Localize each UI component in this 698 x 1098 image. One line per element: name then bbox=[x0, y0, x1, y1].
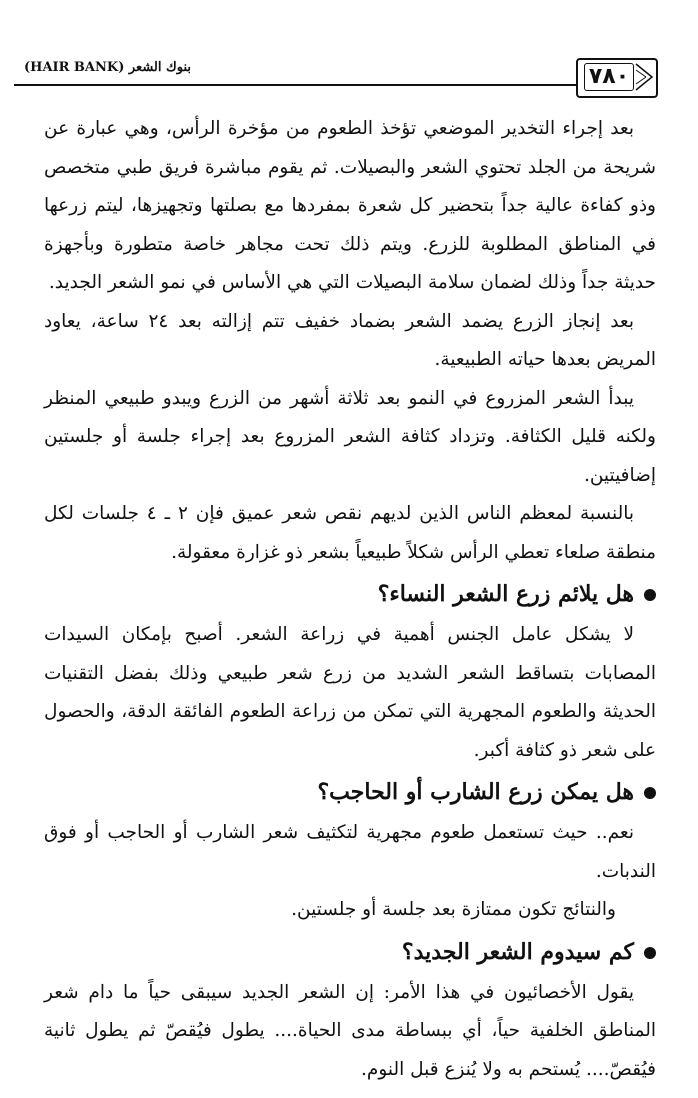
paragraph: بالنسبة لمعظم الناس الذين لديهم نقص شعر عميق فإن ٢ ـ ٤ جلسات لكل منطقة صلعاء تعطي الرأس شكلاً طبيعياً بشعر ذو غزارة معقولة. bbox=[44, 503, 656, 563]
page-corner-ornament bbox=[634, 62, 654, 92]
paragraph: والنتائج تكون ممتازة بعد جلسة أو جلستين. bbox=[291, 899, 616, 920]
page-number: ٧٨٠ bbox=[584, 63, 634, 91]
question-text: كم سيدوم الشعر الجديد؟ bbox=[401, 938, 634, 965]
question-text: هل يلائم زرع الشعر النساء؟ bbox=[377, 581, 634, 607]
paragraph: بعد إجراء التخدير الموضعي تؤخذ الطعوم من مؤخرة الرأس، وهي عبارة عن شريحة من الجلد تحتوي الشعر والبصيلات. ثم يقوم مباشرة فريق طبي متخصص وذو كفاءة عالية جداً بتحضير كل شعرة بمفردها مع بصلتها وتجهيزها، ليتم زرعها في المناطق المطلوبة للزرع. ويتم ذلك تحت مجاهر خاصة متطورة وبأجهزة حديثة جداً وذلك لضمان سلامة البصيلات التي هي الأساس في نمو الشعر الجديد. bbox=[44, 118, 656, 293]
question-heading bbox=[44, 930, 656, 974]
page-number-box bbox=[576, 58, 658, 98]
page-header bbox=[14, 40, 664, 102]
paragraph: لا يشكل عامل الجنس أهمية في زراعة الشعر. أصبح بإمكان السيدات المصابات بتساقط الشعر الشديد من زرع شعر طبيعي وذلك بفضل التقنيات الحديثة والطعوم المجهرية التي تمكن من زراعة الطعوم الفائقة الدقة، والحصول على شعر ذو كثافة أكبر. bbox=[44, 624, 656, 761]
question-text: هل يمكن زرع الشارب أو الحاجب؟ bbox=[317, 779, 634, 805]
header-rule bbox=[14, 84, 576, 86]
paragraph: يقول الأخصائيون في هذا الأمر: إن الشعر الجديد سيبقى حياً ما دام شعر المناطق الخلفية حياً، أي ببساطة مدى الحياة.... يطول فيُقصّ ثم يطول ثانية فيُقصّ.... يُستحم به ولا يُنزع قبل النوم. bbox=[44, 981, 656, 1080]
question-heading bbox=[44, 770, 656, 814]
bullet-icon bbox=[644, 787, 656, 799]
running-head: بنوك الشعر (HAIR BANK) bbox=[24, 60, 191, 75]
paragraph: يبدأ الشعر المزروع في النمو بعد ثلاثة أشهر من الزرع ويبدو طبيعي المنظر ولكنه قليل الكثافة. وتزداد كثافة الشعر المزروع بعد إجراء جلسة أو جلستين إضافيتين. bbox=[44, 387, 656, 486]
bullet-icon bbox=[644, 589, 656, 601]
paragraph: نعم.. حيث تستعمل طعوم مجهرية لتكثيف شعر الشارب أو الحاجب أو فوق الندبات. bbox=[44, 822, 656, 882]
paragraph: بعد إنجاز الزرع يضمد الشعر بضماد خفيف تتم إزالته بعد ٢٤ ساعة، يعاود المريض بعدها حياته الطبيعية. bbox=[44, 310, 656, 370]
bullet-icon bbox=[644, 947, 656, 959]
body-text bbox=[44, 110, 656, 1089]
question-heading bbox=[44, 572, 656, 616]
